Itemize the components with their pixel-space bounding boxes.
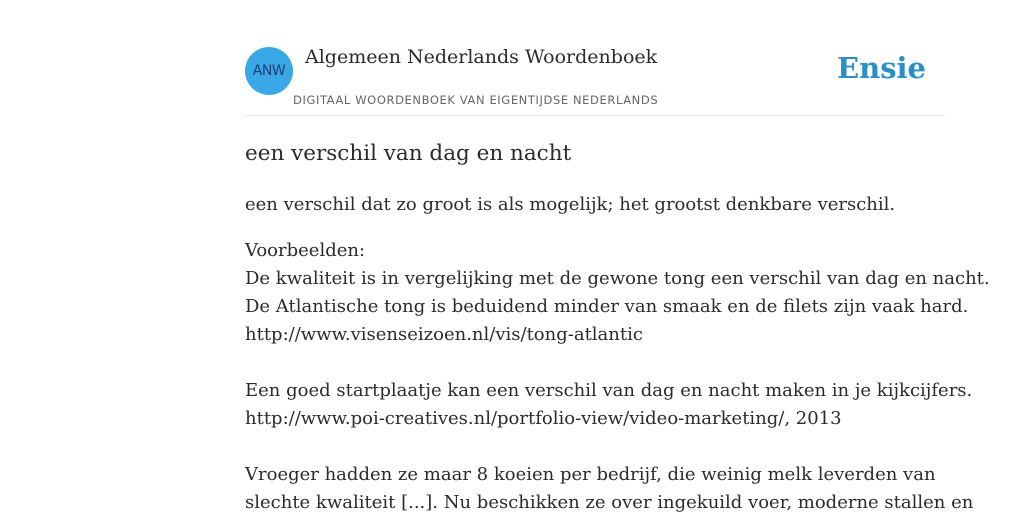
example-line: De kwaliteit is in vergelijking met de gewone tong een verschil van dag en nacht.: [245, 268, 990, 289]
examples-section: [245, 237, 990, 512]
example-gap: [245, 349, 965, 377]
site-header: [245, 40, 945, 116]
example-line: De Atlantische tong is beduidend minder van smaak en de filets zijn vaak hard.: [245, 296, 969, 317]
anw-logo[interactable]: [245, 47, 293, 95]
dictionary-title[interactable]: Algemeen Nederlands Woordenboek: [305, 46, 658, 68]
dictionary-subtitle: DIGITAAL WOORDENBOEK VAN EIGENTIJDSE NEDERLANDS: [293, 93, 659, 107]
example-line: Een goed startplaatje kan een verschil van dag en nacht maken in je kijkcijfers.: [245, 380, 973, 401]
entry-definition: een verschil dat zo groot is als mogelijk; het grootst denkbare verschil.: [245, 194, 896, 215]
example-line: Vroeger hadden ze maar 8 koeien per bedrijf, die weinig melk leverden van: [245, 464, 936, 485]
anw-logo-text: ANW: [252, 63, 286, 79]
example-line: slechte kwaliteit [...]. Nu beschikken ze over ingekuild voer, moderne stallen en: [245, 492, 974, 512]
ensie-brand-logo[interactable]: Ensie: [837, 51, 926, 85]
examples-label: Voorbeelden:: [245, 240, 366, 261]
entry-title: een verschil van dag en nacht: [245, 141, 572, 166]
example-source: http://www.poi-creatives.nl/portfolio-view/video-marketing/, 2013: [245, 408, 842, 429]
entry-content: [245, 139, 990, 512]
example-source: http://www.visenseizoen.nl/vis/tong-atlantic: [245, 324, 643, 345]
example-gap: [245, 433, 965, 461]
